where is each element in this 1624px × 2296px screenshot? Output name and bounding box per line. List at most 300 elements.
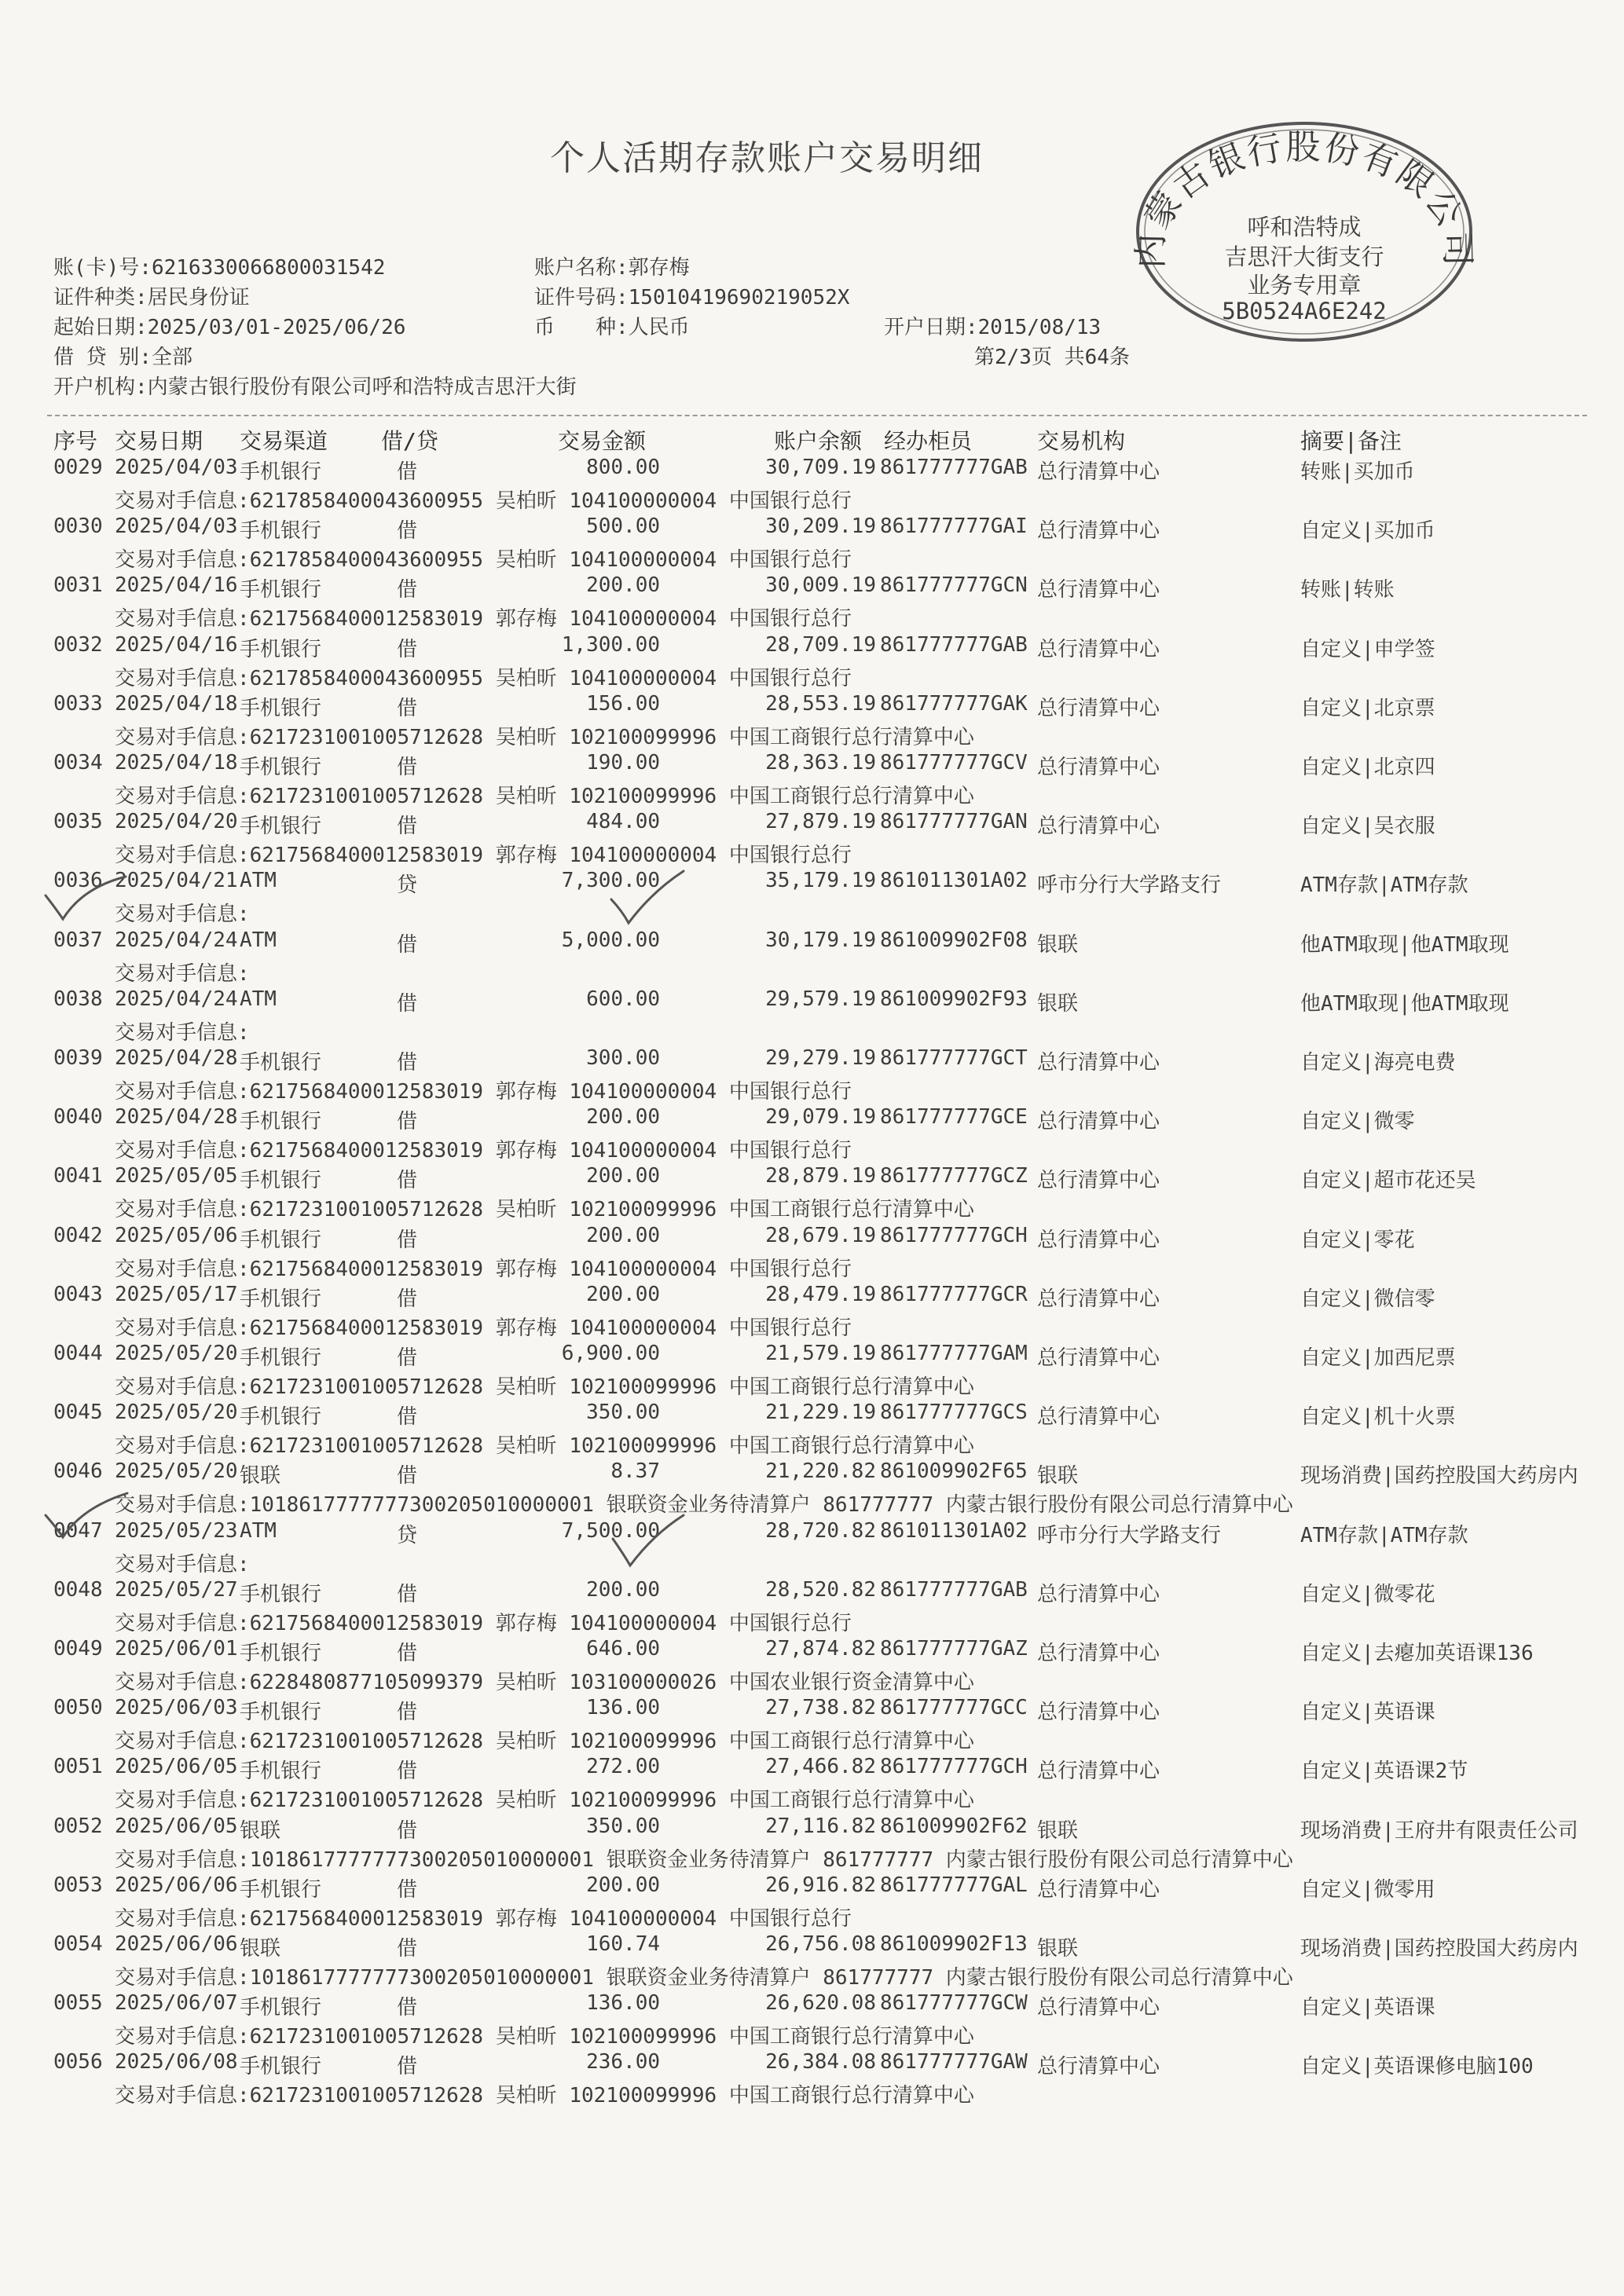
row-channel: 手机银行 [240,1051,322,1075]
row-seq: 0056 [53,2050,103,2074]
row-memo: 自定义|海亮电费 [1300,1051,1456,1075]
row-counterparty: 交易对手信息:6217231001005712628 吴柏昕 102100099996 中国工商银行总行清算中心 [115,1198,974,1222]
row-channel: 手机银行 [240,519,322,544]
col-amount: 交易金额 [558,428,647,454]
row-teller: 861777777GCZ [880,1164,1028,1188]
row-seq: 0034 [53,751,103,774]
row-org: 总行清算中心 [1037,1405,1160,1430]
row-org: 总行清算中心 [1037,1169,1160,1193]
row-teller: 861777777GCR [880,1282,1028,1306]
row-channel: 手机银行 [240,2055,322,2079]
row-counterparty: 交易对手信息:6217858400043600955 吴柏昕 104100000004 中国银行总行 [115,489,852,513]
row-teller: 861777777GAK [880,691,1028,716]
row-counterparty: 交易对手信息:6217231001005712628 吴柏昕 102100099996 中国工商银行总行清算中心 [115,1789,974,1813]
row-balance: 28,553.19 [765,691,876,716]
row-counterparty: 交易对手信息: [115,1552,250,1576]
row-memo: 自定义|加西尼票 [1300,1346,1456,1370]
row-date: 2025/05/06 [115,1223,238,1247]
row-seq: 0029 [53,456,103,479]
row-dc: 借 [397,991,418,1016]
row-channel: 手机银行 [240,815,322,839]
row-teller: 861777777GCT [880,1046,1028,1070]
col-balance: 账户余额 [774,428,863,454]
row-teller: 861777777GAZ [880,1637,1028,1661]
row-balance: 28,479.19 [765,1282,876,1306]
row-teller: 861777777GCS [880,1401,1028,1425]
row-teller: 861009902F08 [880,928,1028,952]
row-amount: 7,500.00 [561,1518,660,1543]
row-memo: 自定义|微信零 [1300,1287,1435,1311]
open-date-field [884,311,1101,340]
row-amount: 156.00 [586,691,660,716]
row-date: 2025/04/03 [115,456,238,479]
row-seq: 0038 [53,987,103,1011]
row-counterparty: 交易对手信息:1018617777777300205010000001 银联资金业务待清算户 861777777 内蒙古银行股份有限公司总行清算中心 [115,1847,1293,1872]
open-date-label: 开户日期: [884,316,978,339]
row-org: 总行清算中心 [1037,460,1160,484]
row-counterparty: 交易对手信息:1018617777777300205010000001 银联资金业务待清算户 861777777 内蒙古银行股份有限公司总行清算中心 [115,1493,1293,1518]
row-counterparty: 交易对手信息:6217568400012583019 郭存梅 104100000004 中国银行总行 [115,1139,852,1163]
row-balance: 28,709.19 [765,632,876,657]
currency-value: 人民币 [628,316,690,339]
row-teller: 861777777GAB [880,456,1028,479]
row-org: 呼市分行大学路支行 [1037,1523,1222,1547]
row-amount: 484.00 [586,810,660,834]
row-org: 总行清算中心 [1037,756,1160,779]
row-channel: 手机银行 [240,1642,322,1665]
row-seq: 0031 [53,573,103,598]
row-org: 总行清算中心 [1037,1346,1160,1370]
row-balance: 26,756.08 [765,1932,876,1956]
row-org: 总行清算中心 [1037,1228,1160,1252]
table-row [0,1519,1624,1578]
row-channel: 手机银行 [240,1582,322,1606]
row-counterparty: 交易对手信息:6217231001005712628 吴柏昕 102100099996 中国工商银行总行清算中心 [115,785,974,808]
row-memo: 自定义|微零 [1300,1110,1415,1134]
row-channel: 手机银行 [240,1760,322,1784]
row-counterparty: 交易对手信息: [115,903,250,927]
row-dc: 借 [397,578,418,602]
row-memo: 自定义|北京票 [1300,696,1435,720]
row-date: 2025/05/27 [115,1577,238,1602]
row-date: 2025/04/18 [115,691,238,716]
row-dc: 借 [397,1405,418,1430]
row-date: 2025/04/16 [115,573,238,598]
row-teller: 861011301A02 [880,1518,1028,1543]
row-org: 总行清算中心 [1037,1760,1160,1784]
table-row [0,1696,1624,1755]
period-value: 2025/03/01-2025/06/26 [147,316,406,339]
row-seq: 0032 [53,632,103,657]
row-channel: ATM [240,1518,277,1543]
row-balance: 28,720.82 [765,1518,876,1543]
table-row [0,1342,1624,1401]
row-memo: 自定义|零花 [1300,1228,1415,1252]
row-memo: 自定义|超市花还吴 [1300,1169,1476,1193]
row-seq: 0050 [53,1696,103,1720]
row-seq: 0052 [53,1814,103,1838]
table-row [0,1991,1624,2050]
row-dc: 借 [397,1937,418,1961]
row-seq: 0045 [53,1401,103,1425]
row-date: 2025/05/20 [115,1459,238,1484]
row-counterparty: 交易对手信息:6217858400043600955 吴柏昕 104100000004 中国银行总行 [115,548,852,573]
row-amount: 600.00 [586,987,660,1011]
row-balance: 28,679.19 [765,1223,876,1247]
row-balance: 29,079.19 [765,1105,876,1130]
id-number-label: 证件号码: [534,286,629,309]
row-seq: 0048 [53,1577,103,1602]
row-counterparty: 交易对手信息:6217231001005712628 吴柏昕 102100099996 中国工商银行总行清算中心 [115,1375,974,1399]
row-date: 2025/06/05 [115,1814,238,1838]
branch-value: 内蒙古银行股份有限公司呼和浩特成吉思汗大街 [147,375,577,399]
row-teller: 861777777GCH [880,1223,1028,1247]
row-date: 2025/05/20 [115,1342,238,1365]
row-date: 2025/06/06 [115,1932,238,1956]
row-counterparty: 交易对手信息:6217568400012583019 郭存梅 104100000004 中国银行总行 [115,844,852,868]
row-teller: 861777777GCC [880,1696,1028,1720]
table-row [0,928,1624,987]
row-memo: 自定义|去瘪加英语课136 [1300,1642,1534,1665]
row-memo: ATM存款|ATM存款 [1300,873,1468,898]
row-org: 总行清算中心 [1037,1701,1160,1725]
row-seq: 0037 [53,928,103,952]
account-number-label: 账(卡)号: [53,256,152,280]
table-row [0,1755,1624,1814]
row-date: 2025/04/24 [115,928,238,952]
official-stamp [1127,114,1481,350]
row-channel: 手机银行 [240,1405,322,1430]
row-counterparty: 交易对手信息:6217568400012583019 郭存梅 104100000004 中国银行总行 [115,1316,852,1340]
row-seq: 0054 [53,1932,103,1956]
table-row [0,1401,1624,1459]
row-seq: 0035 [53,810,103,834]
row-org: 银联 [1037,1464,1079,1489]
row-dc: 贷 [397,1523,418,1547]
row-balance: 29,279.19 [765,1046,876,1070]
row-org: 银联 [1037,1818,1079,1843]
row-dc: 借 [397,519,418,544]
row-channel: 银联 [240,1937,281,1961]
row-amount: 800.00 [586,456,660,479]
row-balance: 27,466.82 [765,1755,876,1779]
checkmark-icon [39,1489,134,1543]
row-teller: 861777777GCV [880,751,1028,774]
row-teller: 861777777GCE [880,1105,1028,1130]
debit-credit-value: 全部 [151,346,192,369]
table-row [0,456,1624,514]
debit-credit-label: 借 贷 别: [53,346,152,369]
col-org: 交易机构 [1037,428,1126,454]
row-counterparty: 交易对手信息: [115,961,250,986]
row-org: 总行清算中心 [1037,2055,1160,2079]
row-memo: 自定义|英语课修电脑100 [1300,2055,1534,2079]
table-row [0,633,1624,692]
row-date: 2025/06/03 [115,1696,238,1720]
row-amount: 160.74 [586,1932,660,1956]
row-dc: 借 [397,1287,418,1311]
row-dc: 借 [397,815,418,839]
row-memo: 现场消费|国药控股国大药房内 [1300,1464,1578,1489]
row-memo: ATM存款|ATM存款 [1300,1523,1468,1547]
row-amount: 272.00 [586,1755,660,1779]
col-dc: 借/贷 [381,428,438,454]
row-balance: 30,009.19 [765,573,876,598]
table-row [0,1637,1624,1696]
table-row [0,1873,1624,1932]
stamp-line-1: 呼和浩特成 [1247,214,1362,240]
row-amount: 350.00 [586,1814,660,1838]
row-seq: 0042 [53,1223,103,1247]
row-balance: 35,179.19 [765,869,876,893]
table-row [0,987,1624,1046]
table-row [0,1814,1624,1873]
col-teller: 经办柜员 [884,428,973,454]
row-amount: 5,000.00 [561,928,660,952]
checkmark-icon [39,872,134,927]
row-balance: 27,879.19 [765,810,876,834]
row-memo: 他ATM取现|他ATM取现 [1300,932,1509,957]
table-row [0,2050,1624,2109]
row-seq: 0036 [53,869,103,893]
checkmark-icon [605,1512,699,1575]
row-date: 2025/04/21 [115,869,238,893]
row-seq: 0033 [53,691,103,716]
row-balance: 21,579.19 [765,1342,876,1365]
row-teller: 861777777GAI [880,514,1028,539]
row-memo: 他ATM取现|他ATM取现 [1300,991,1509,1016]
row-dc: 借 [397,460,418,484]
row-seq: 0044 [53,1342,103,1365]
row-org: 呼市分行大学路支行 [1037,873,1222,898]
branch-field [53,371,577,400]
row-amount: 200.00 [586,1105,660,1130]
row-org: 总行清算中心 [1037,696,1160,720]
row-date: 2025/04/24 [115,987,238,1011]
row-teller: 861009902F62 [880,1814,1028,1838]
row-date: 2025/06/05 [115,1755,238,1779]
row-channel: 手机银行 [240,1346,322,1370]
row-teller: 861777777GAB [880,1577,1028,1602]
row-amount: 646.00 [586,1637,660,1661]
stamp-line-3: 业务专用章 [1247,272,1362,298]
row-seq: 0041 [53,1164,103,1188]
row-org: 总行清算中心 [1037,1642,1160,1665]
stamp-line-2: 吉思汗大街支行 [1224,244,1384,270]
row-amount: 500.00 [586,514,660,539]
row-amount: 300.00 [586,1046,660,1070]
row-memo: 自定义|机十火票 [1300,1405,1456,1430]
row-amount: 7,300.00 [561,869,660,893]
row-memo: 自定义|英语课 [1300,1701,1435,1725]
row-counterparty: 交易对手信息:6217231001005712628 吴柏昕 102100099996 中国工商银行总行清算中心 [115,1730,974,1754]
row-org: 总行清算中心 [1037,1582,1160,1606]
row-teller: 861009902F93 [880,987,1028,1011]
row-amount: 200.00 [586,1577,660,1602]
table-row [0,869,1624,928]
row-channel: 手机银行 [240,1877,322,1902]
row-memo: 自定义|北京四 [1300,756,1435,779]
row-counterparty: 交易对手信息:6228480877105099379 吴柏昕 103100000026 中国农业银行资金清算中心 [115,1671,974,1694]
row-memo: 现场消费|国药控股国大药房内 [1300,1937,1578,1961]
row-channel: 手机银行 [240,756,322,779]
row-counterparty: 交易对手信息:6217231001005712628 吴柏昕 102100099996 中国工商银行总行清算中心 [115,1434,974,1459]
table-row [0,1164,1624,1223]
row-dc: 借 [397,1701,418,1725]
row-dc: 借 [397,1346,418,1370]
table-row [0,1932,1624,1991]
row-teller: 861777777GCN [880,573,1028,598]
row-counterparty: 交易对手信息:6217568400012583019 郭存梅 104100000004 中国银行总行 [115,1257,852,1281]
row-dc: 借 [397,1642,418,1665]
row-balance: 27,874.82 [765,1637,876,1661]
header-divider [47,415,1587,416]
row-seq: 0053 [53,1873,103,1897]
row-counterparty: 交易对手信息:6217231001005712628 吴柏昕 102100099996 中国工商银行总行清算中心 [115,2025,974,2049]
row-amount: 190.00 [586,751,660,774]
row-org: 总行清算中心 [1037,1877,1160,1902]
account-name-value: 郭存梅 [628,256,690,280]
row-balance: 26,620.08 [765,1991,876,2016]
row-balance: 28,363.19 [765,751,876,774]
row-teller: 861777777GAM [880,1342,1028,1365]
row-dc: 借 [397,2055,418,2079]
row-memo: 自定义|申学签 [1300,637,1435,661]
row-memo: 自定义|微零花 [1300,1582,1435,1606]
row-channel: 手机银行 [240,696,322,720]
table-row [0,1283,1624,1342]
row-org: 总行清算中心 [1037,519,1160,544]
row-seq: 0051 [53,1755,103,1779]
row-counterparty: 交易对手信息:6217568400012583019 郭存梅 104100000004 中国银行总行 [115,1611,852,1635]
row-amount: 136.00 [586,1696,660,1720]
currency-field [534,311,690,340]
row-teller: 861777777GCW [880,1991,1028,2016]
period-label: 起始日期: [53,316,148,339]
row-date: 2025/05/17 [115,1282,238,1306]
col-seq: 序号 [53,428,98,454]
row-balance: 27,738.82 [765,1696,876,1720]
row-org: 总行清算中心 [1037,1051,1160,1075]
row-dc: 借 [397,1996,418,2020]
row-date: 2025/05/20 [115,1401,238,1425]
row-org: 银联 [1037,991,1079,1016]
row-amount: 8.37 [610,1459,660,1484]
row-amount: 350.00 [586,1401,660,1425]
row-seq: 0047 [53,1518,103,1543]
row-memo: 自定义|英语课2节 [1300,1760,1468,1784]
id-number-field [534,281,849,310]
row-org: 银联 [1037,932,1079,957]
row-date: 2025/06/07 [115,1991,238,2016]
row-date: 2025/06/08 [115,2050,238,2074]
row-amount: 200.00 [586,1223,660,1247]
row-memo: 自定义|微零用 [1300,1877,1435,1902]
row-counterparty: 交易对手信息:6217231001005712628 吴柏昕 102100099996 中国工商银行总行清算中心 [115,2084,974,2108]
page-info: 第2/3页 共64条 [974,346,1130,369]
currency-label: 币 种: [534,316,629,339]
row-date: 2025/04/28 [115,1046,238,1070]
row-counterparty: 交易对手信息:1018617777777300205010000001 银联资金业务待清算户 861777777 内蒙古银行股份有限公司总行清算中心 [115,1966,1293,1990]
row-teller: 861777777GAB [880,632,1028,657]
row-balance: 30,209.19 [765,514,876,539]
id-number-value: 15010419690219052X [628,286,850,309]
row-channel: 手机银行 [240,460,322,484]
row-balance: 28,520.82 [765,1577,876,1602]
row-dc: 借 [397,1169,418,1193]
row-balance: 26,384.08 [765,2050,876,2074]
row-seq: 0039 [53,1046,103,1070]
row-seq: 0043 [53,1282,103,1306]
row-seq: 0055 [53,1991,103,2016]
row-teller: 861777777GCH [880,1755,1028,1779]
row-counterparty: 交易对手信息:6217231001005712628 吴柏昕 102100099996 中国工商银行总行清算中心 [115,725,974,749]
account-name-label: 账户名称: [534,256,629,280]
row-memo: 转账|转账 [1300,578,1395,602]
row-channel: 手机银行 [240,1169,322,1193]
row-seq: 0040 [53,1105,103,1130]
row-channel: 银联 [240,1464,281,1489]
row-channel: 银联 [240,1818,281,1843]
row-dc: 借 [397,637,418,661]
row-amount: 6,900.00 [561,1342,660,1365]
row-dc: 借 [397,1228,418,1252]
row-date: 2025/05/23 [115,1518,238,1543]
debit-credit-field [53,341,192,370]
stamp-code: 5B0524A6E242 [1222,298,1387,324]
row-dc: 贷 [397,873,418,898]
id-type-value: 居民身份证 [147,286,250,309]
checkmark-icon [605,868,699,931]
account-name-field [534,251,690,280]
row-date: 2025/06/01 [115,1637,238,1661]
table-row [0,573,1624,632]
row-channel: ATM [240,987,277,1011]
row-org: 总行清算中心 [1037,1110,1160,1134]
row-dc: 借 [397,756,418,779]
table-row [0,751,1624,810]
table-row [0,1046,1624,1105]
table-row [0,514,1624,573]
open-date-value: 2015/08/13 [977,316,1102,339]
row-channel: 手机银行 [240,637,322,661]
table-row [0,810,1624,869]
col-channel: 交易渠道 [240,428,328,454]
row-org: 总行清算中心 [1037,1287,1160,1311]
row-channel: 手机银行 [240,1110,322,1134]
id-type-field [53,281,250,310]
row-seq: 0046 [53,1459,103,1484]
row-teller: 861777777GAW [880,2050,1028,2074]
row-seq: 0030 [53,514,103,539]
row-date: 2025/04/03 [115,514,238,539]
row-channel: 手机银行 [240,1701,322,1725]
row-teller: 861009902F65 [880,1459,1028,1484]
row-channel: 手机银行 [240,578,322,602]
row-balance: 21,229.19 [765,1401,876,1425]
row-dc: 借 [397,1051,418,1075]
row-balance: 30,709.19 [765,456,876,479]
row-memo: 自定义|买加币 [1300,519,1435,544]
row-balance: 26,916.82 [765,1873,876,1897]
row-dc: 借 [397,1877,418,1902]
row-amount: 200.00 [586,573,660,598]
row-counterparty: 交易对手信息:6217858400043600955 吴柏昕 104100000004 中国银行总行 [115,666,852,690]
row-amount: 200.00 [586,1164,660,1188]
row-memo: 转账|买加币 [1300,460,1415,484]
row-balance: 28,879.19 [765,1164,876,1188]
row-date: 2025/04/16 [115,632,238,657]
